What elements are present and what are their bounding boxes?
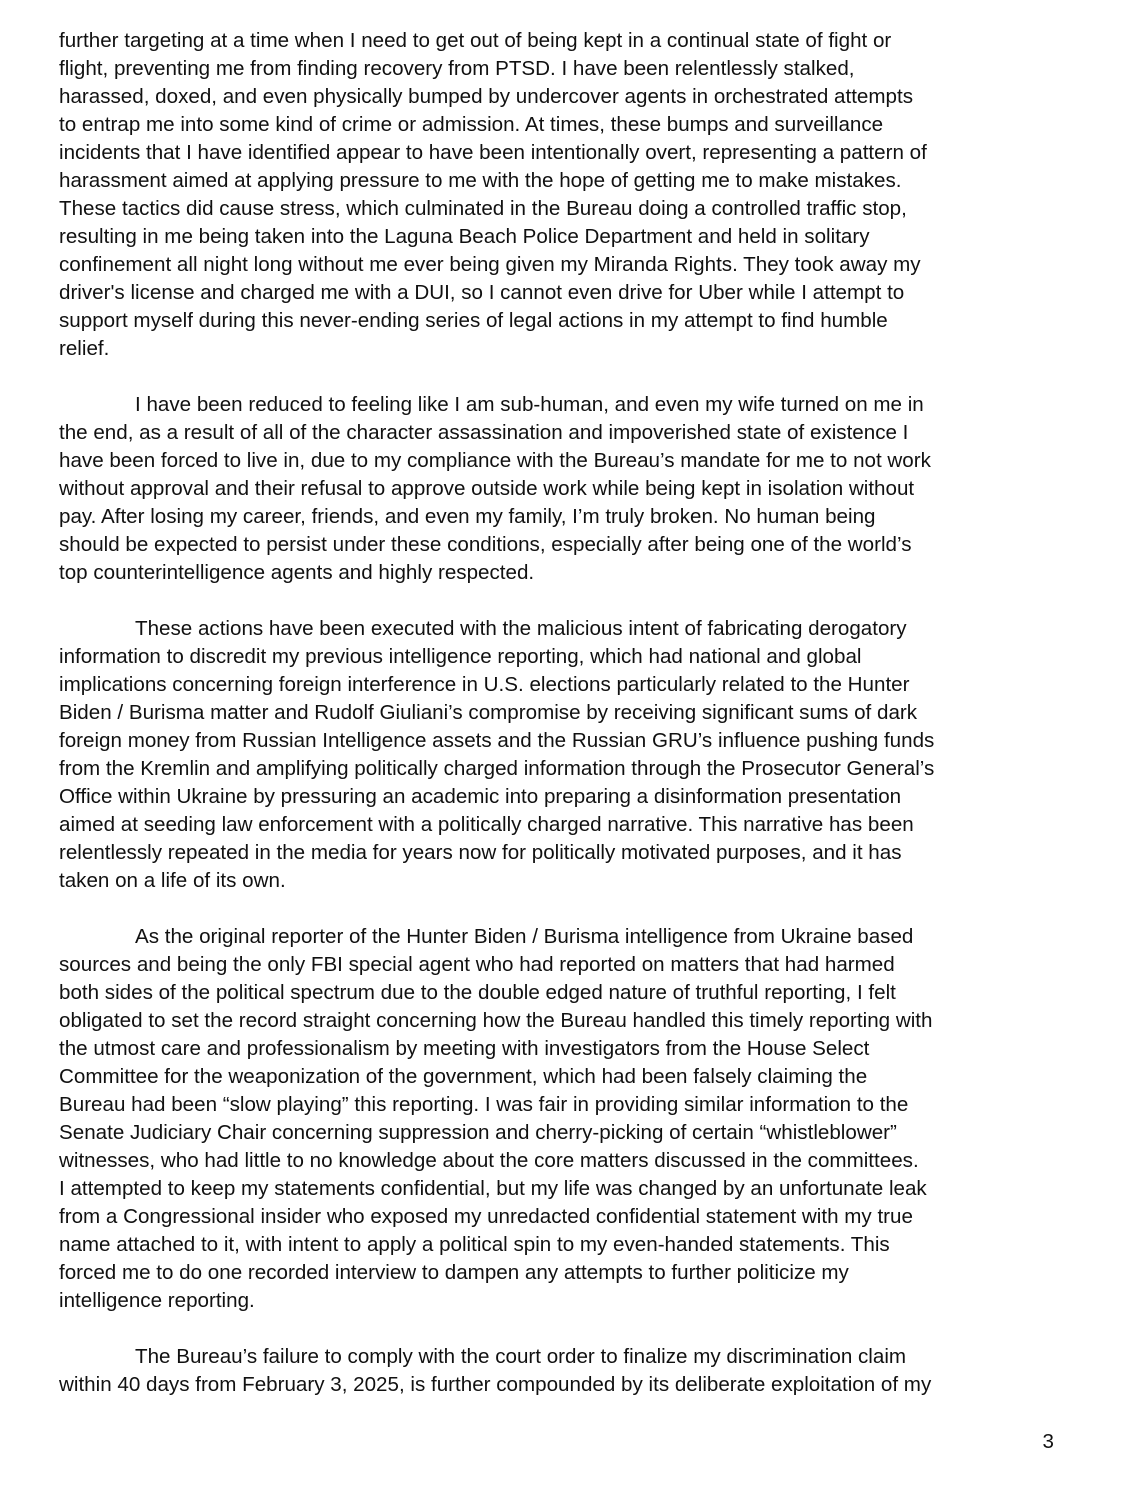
text-line: name attached to it, with intent to apply a political spin to my even-handed statements. This (59, 1233, 890, 1256)
text-line: to entrap me into some kind of crime or admission. At times, these bumps and surveillance (59, 113, 884, 136)
text-line: Biden / Burisma matter and Rudolf Giuliani’s compromise by receiving significant sums of dark (59, 701, 918, 724)
text-line: pay. After losing my career, friends, and even my family, I’m truly broken. No human being (59, 505, 876, 528)
text-line: from a Congressional insider who exposed my unredacted confidential statement with my true (59, 1205, 913, 1228)
text-line: aimed at seeding law enforcement with a politically charged narrative. This narrative has been (59, 813, 914, 836)
text-line: These actions have been executed with the malicious intent of fabricating derogatory (135, 617, 907, 640)
text-line: incidents that I have identified appear to have been intentionally overt, representing a pattern of (59, 141, 927, 164)
text-line: from the Kremlin and amplifying politically charged information through the Prosecutor General’s (59, 757, 935, 780)
text-line: foreign money from Russian Intelligence assets and the Russian GRU’s influence pushing funds (59, 729, 935, 752)
text-line: Office within Ukraine by pressuring an academic into preparing a disinformation presentation (59, 785, 902, 808)
text-line: without approval and their refusal to approve outside work while being kept in isolation without (59, 477, 915, 500)
text-line: implications concerning foreign interference in U.S. elections particularly related to the Hunter (59, 673, 910, 696)
text-line: harassment aimed at applying pressure to me with the hope of getting me to make mistakes. (59, 169, 902, 192)
paragraph (59, 1343, 1059, 1399)
text-line: Senate Judiciary Chair concerning suppression and cherry-picking of certain “whistleblower” (59, 1121, 897, 1144)
text-line: the end, as a result of all of the character assassination and impoverished state of existence I (59, 421, 909, 444)
text-line: harassed, doxed, and even physically bumped by undercover agents in orchestrated attempts (59, 85, 914, 108)
document-body (59, 27, 1059, 1427)
text-line: support myself during this never-ending series of legal actions in my attempt to find humble (59, 309, 888, 332)
text-line: within 40 days from February 3, 2025, is further compounded by its deliberate exploitation of my (59, 1373, 932, 1396)
paragraph (59, 923, 1059, 1315)
text-line: The Bureau’s failure to comply with the court order to finalize my discrimination claim (135, 1345, 907, 1368)
page-number: 3 (1042, 1430, 1054, 1453)
text-line: information to discredit my previous intelligence reporting, which had national and global (59, 645, 862, 668)
text-line: witnesses, who had little to no knowledge about the core matters discussed in the committees. (59, 1149, 919, 1172)
text-line: intelligence reporting. (59, 1289, 255, 1312)
text-line: relentlessly repeated in the media for years now for politically motivated purposes, and it has (59, 841, 902, 864)
text-line: forced me to do one recorded interview to dampen any attempts to further politicize my (59, 1261, 849, 1284)
text-line: top counterintelligence agents and highly respected. (59, 561, 535, 584)
text-line: should be expected to persist under these conditions, especially after being one of the world’s (59, 533, 912, 556)
text-line: flight, preventing me from finding recovery from PTSD. I have been relentlessly stalked, (59, 57, 855, 80)
paragraph (59, 615, 1059, 895)
text-line: I attempted to keep my statements confidential, but my life was changed by an unfortunate leak (59, 1177, 927, 1200)
text-line: Bureau had been “slow playing” this reporting. I was fair in providing similar information to the (59, 1093, 909, 1116)
text-line: obligated to set the record straight concerning how the Bureau handled this timely reporting with (59, 1009, 933, 1032)
text-line: I have been reduced to feeling like I am sub-human, and even my wife turned on me in (135, 393, 924, 416)
text-line: confinement all night long without me ever being given my Miranda Rights. They took away my (59, 253, 921, 276)
paragraph (59, 391, 1059, 587)
paragraph (59, 27, 1059, 363)
text-line: both sides of the political spectrum due to the double edged nature of truthful reporting, I felt (59, 981, 896, 1004)
text-line: relief. (59, 337, 110, 360)
text-line: driver's license and charged me with a DUI, so I cannot even drive for Uber while I attempt to (59, 281, 905, 304)
text-line: the utmost care and professionalism by meeting with investigators from the House Select (59, 1037, 870, 1060)
text-line: further targeting at a time when I need to get out of being kept in a continual state of fight or (59, 29, 892, 52)
text-line: taken on a life of its own. (59, 869, 286, 892)
text-line: sources and being the only FBI special agent who had reported on matters that had harmed (59, 953, 895, 976)
text-line: Committee for the weaponization of the government, which had been falsely claiming the (59, 1065, 868, 1088)
text-line: As the original reporter of the Hunter Biden / Burisma intelligence from Ukraine based (135, 925, 914, 948)
text-line: resulting in me being taken into the Laguna Beach Police Department and held in solitary (59, 225, 870, 248)
text-line: have been forced to live in, due to my compliance with the Bureau’s mandate for me to not work (59, 449, 931, 472)
text-line: These tactics did cause stress, which culminated in the Bureau doing a controlled traffic stop, (59, 197, 907, 220)
